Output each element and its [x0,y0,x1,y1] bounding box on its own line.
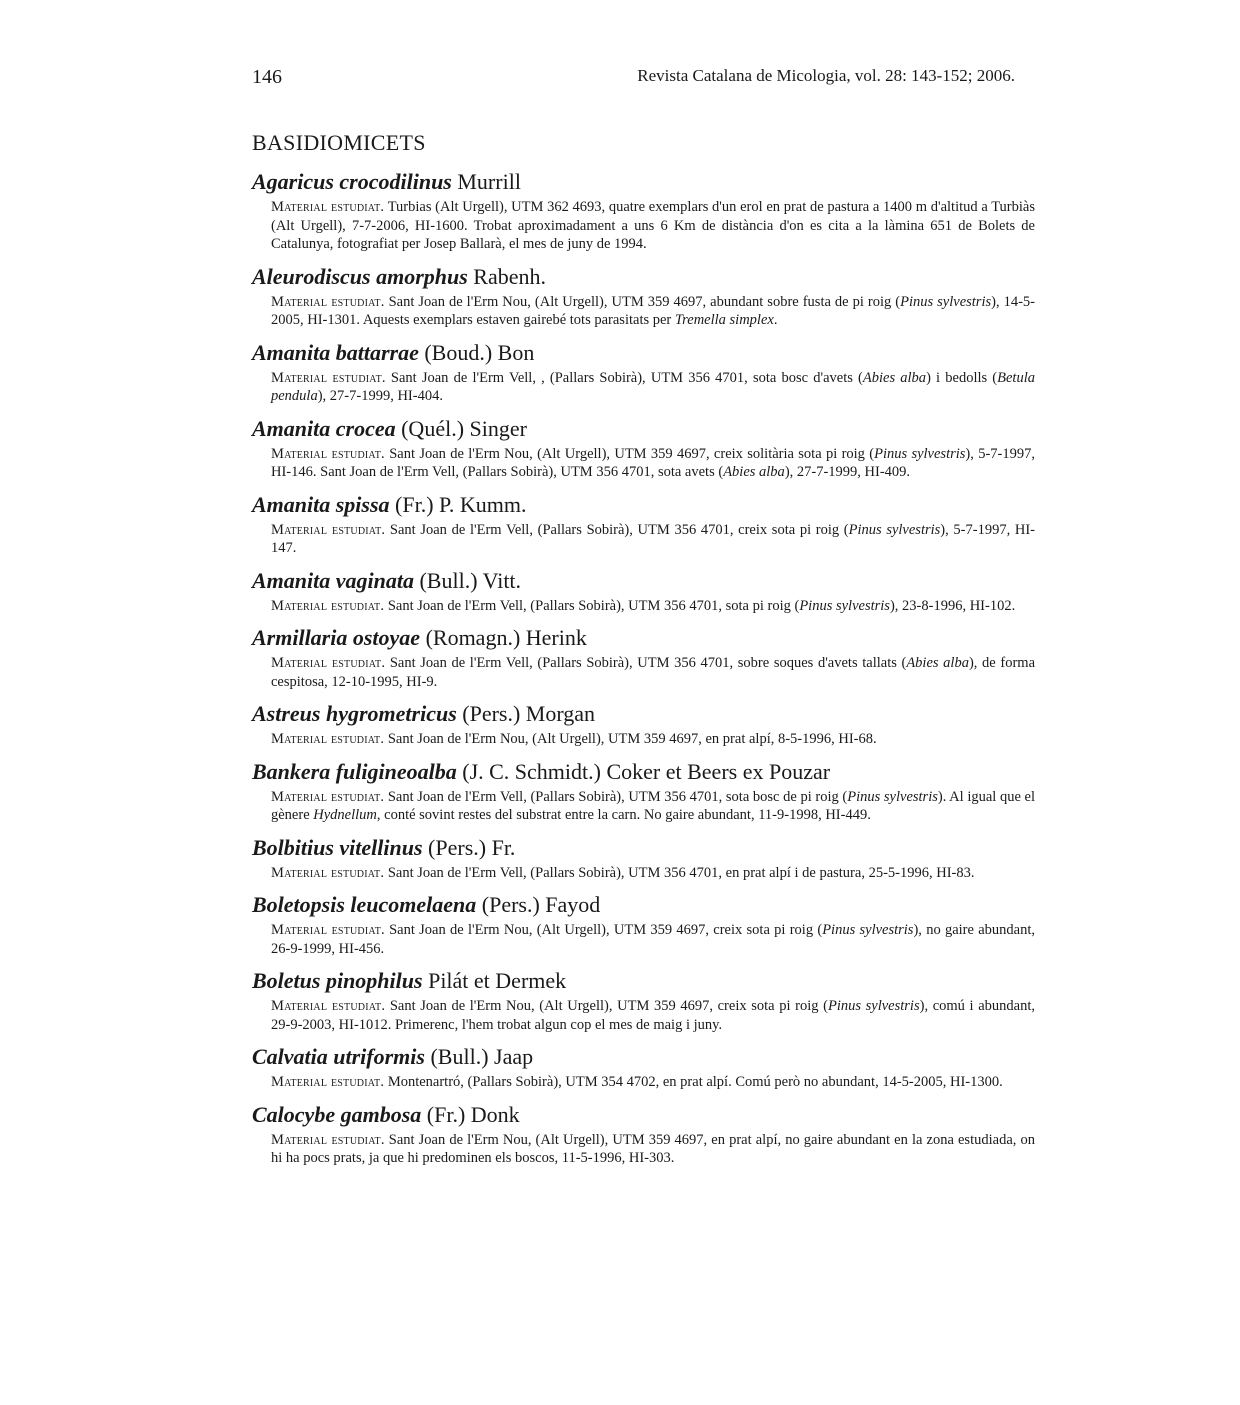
species-entry [252,624,1035,691]
material-label: Material estudiat. [271,1074,385,1090]
description-text: ), de forma cespitosa, 12-10-1995, HI-9. [271,655,1036,690]
description-text: Sant Joan de l'Erm Vell, , (Pallars Sobirà), UTM 356 4701, sota bosc d'avets ( [390,369,863,386]
species-title [252,168,1035,195]
material-label: Material estudiat. [271,521,386,538]
taxon-name: Pinus sylvestris [874,445,966,462]
taxon-name: Pinus sylvestris [827,998,920,1014]
material-label: Material estudiat. [271,788,385,805]
description-text: ). Al igual que el gènere [271,788,1036,823]
species-title [252,834,1035,861]
description-text: ), 14-5-2005, HI-1301. Aquests exemplars estaven gairebé tots parasitats per [271,293,1035,328]
description-text: Sant Joan de l'Erm Nou, (Alt Urgell), UTM 359 4697, creix solitària sota pi roig ( [389,445,875,462]
description-text: Sant Joan de l'Erm Nou, (Alt Urgell), UTM 359 4697, en prat alpí, 8-5-1996, HI-68. [387,731,877,747]
material-label: Material estudiat. [271,731,385,747]
species-name: Agaricus crocodilinus [252,169,452,194]
species-description [271,788,1035,825]
species-name: Boletus pinophilus [252,968,423,993]
description-text: Sant Joan de l'Erm Nou, (Alt Urgell), UTM 359 4697, creix sota pi roig ( [389,998,828,1014]
species-name: Amanita battarrae [252,339,419,365]
material-label: Material estudiat. [271,199,385,215]
species-entry [252,1101,1035,1168]
page-number: 146 [252,66,282,88]
material-label: Material estudiat. [271,445,385,462]
taxon-name: Pinus sylvestris [847,788,938,805]
section-heading: BASIDIOMICETS [252,130,426,155]
species-description [271,1073,1035,1092]
species-name: Bankera fuligineoalba [252,758,457,784]
species-description [271,997,1035,1034]
species-description [271,198,1035,254]
species-author: (Fr.) Donk [426,1101,520,1127]
material-label: Material estudiat. [271,998,386,1014]
species-author: (Quél.) Singer [401,415,527,441]
species-title [252,624,1035,651]
species-author: Murrill [457,169,521,194]
species-author: (Bull.) Jaap [430,1044,534,1069]
description-text: . [773,312,778,328]
species-title [252,700,1035,727]
species-name: Armillaria ostoyae [252,625,421,650]
description-text: Sant Joan de l'Erm Vell, (Pallars Sobirà), UTM 356 4701, sota pi roig ( [387,597,800,614]
material-label: Material estudiat. [271,864,385,881]
material-label: Material estudiat. [271,597,385,614]
description-text: ), 27-7-1999, HI-409. [784,464,911,480]
species-author: Pilát et Dermek [428,968,567,993]
species-author: (Bull.) Vitt. [419,567,522,593]
species-description [271,521,1035,558]
material-label: Material estudiat. [271,655,386,671]
species-entry [252,891,1035,958]
species-name: Boletopsis leucomelaena [252,892,477,917]
species-title [252,491,1035,518]
species-entry [252,415,1035,482]
species-description [271,654,1035,691]
taxon-name: Pinus sylvestris [822,922,914,938]
species-description [271,369,1035,406]
species-description [271,597,1035,616]
species-author: (Fr.) P. Kumm. [395,491,527,517]
species-author: (J. C. Schmidt.) Coker et Beers ex Pouzar [462,758,831,784]
description-text: Montenartró, (Pallars Sobirà), UTM 354 4702, en prat alpí. Comú però no abundant, 14-5-2005, HI-1300. [387,1074,1003,1090]
species-description [271,730,1035,749]
description-text: ), 5-7-1997, HI-147. [271,521,1035,556]
material-label: Material estudiat. [271,369,386,386]
species-name: Aleurodiscus amorphus [252,263,468,289]
description-text: ), no gaire abundant, 26-9-1999, HI-456. [271,922,1035,957]
description-text: Sant Joan de l'Erm Nou, (Alt Urgell), UTM 359 4697, en prat alpí, no gaire abundant en la zona estudiada, on hi ha pocs prats, ja que hi predominen els boscos, 11-5-1996, HI-303. [271,1131,1035,1166]
species-entry [252,339,1035,406]
description-text: ), 23-8-1996, HI-102. [889,597,1016,614]
species-list [252,168,1035,1177]
species-name: Astreus hygrometricus [252,701,457,726]
taxon-name: Abies alba [862,369,927,386]
species-author: Rabenh. [473,263,546,289]
taxon-name: Pinus sylvestris [900,293,992,310]
species-author: (Romagn.) Herink [425,625,587,650]
description-text: Sant Joan de l'Erm Nou, (Alt Urgell), UTM 359 4697, abundant sobre fusta de pi roig ( [388,293,901,310]
description-text: ), 27-7-1999, HI-404. [317,388,443,404]
description-text: Sant Joan de l'Erm Vell, (Pallars Sobirà), UTM 356 4701, sobre soques d'avets tallats ( [389,655,907,671]
species-author: (Pers.) Fayod [481,892,601,917]
description-text: Sant Joan de l'Erm Vell, (Pallars Sobirà), UTM 356 4701, creix sota pi roig ( [389,521,849,538]
species-title [252,263,1035,290]
species-entry [252,834,1035,883]
species-description [271,293,1035,330]
taxon-name: Betula pendula [271,369,1035,404]
species-name: Amanita spissa [252,491,390,517]
species-title [252,415,1035,442]
material-label: Material estudiat. [271,1131,385,1148]
species-name: Amanita vaginata [252,567,414,593]
species-title [252,758,1035,785]
running-head: Revista Catalana de Micologia, vol. 28: 143-152; 2006. [637,66,1015,85]
species-entry [252,700,1035,749]
species-entry [252,263,1035,330]
species-title [252,339,1035,366]
description-text: Sant Joan de l'Erm Vell, (Pallars Sobirà), UTM 356 4701, en prat alpí i de pastura, 25-5-1996, HI-83. [387,864,975,881]
species-name: Calocybe gambosa [252,1101,422,1127]
taxon-name: Pinus sylvestris [799,597,890,614]
taxon-name: Abies alba [723,464,785,480]
species-entry [252,967,1035,1034]
species-entry [252,168,1035,254]
species-description [271,921,1035,958]
species-author: (Pers.) Fr. [428,834,516,860]
description-text: Turbias (Alt Urgell), UTM 362 4693, quatre exemplars d'un erol en prat de pastura a 1400 m d'altitud a Turbiàs (Alt Urgell), 7-7-2006, HI-1600. Trobat aproximadament a uns 6 Km de distància d'on es cita a la làmina 651 de Bolets de Catalunya, fotografiat per Josep Ballarà, el mes de juny de 1994. [271,199,1035,252]
species-description [271,445,1035,482]
material-label: Material estudiat. [271,293,385,310]
species-title [252,967,1035,994]
taxon-name: Hydnellum [313,807,377,823]
taxon-name: Tremella simplex [674,312,774,328]
taxon-name: Pinus sylvestris [848,521,941,538]
taxon-name: Abies alba [906,655,969,671]
description-text: ), comú i abundant, 29-9-2003, HI-1012. Primerenc, l'hem trobat algun cop el mes de maig i juny. [271,998,1035,1033]
species-title [252,891,1035,918]
species-description [271,864,1035,883]
description-text: Sant Joan de l'Erm Vell, (Pallars Sobirà), UTM 356 4701, sota bosc de pi roig ( [387,788,848,805]
species-entry [252,567,1035,616]
species-name: Bolbitius vitellinus [252,834,423,860]
description-text: ) i bedolls ( [926,369,998,386]
species-entry [252,1043,1035,1092]
species-title [252,1101,1035,1128]
species-entry [252,758,1035,825]
description-text: Sant Joan de l'Erm Nou, (Alt Urgell), UTM 359 4697, creix sota pi roig ( [389,922,823,938]
species-author: (Boud.) Bon [424,339,535,365]
species-title [252,1043,1035,1070]
species-author: (Pers.) Morgan [462,701,596,726]
species-title [252,567,1035,594]
species-description [271,1131,1035,1168]
species-name: Amanita crocea [252,415,396,441]
description-text: , conté sovint restes del substrat entre la carn. No gaire abundant, 11-9-1998, HI-449. [376,807,871,823]
species-name: Calvatia utriformis [252,1044,425,1069]
material-label: Material estudiat. [271,922,385,938]
description-text: ), 5-7-1997, HI-146. Sant Joan de l'Erm Vell, (Pallars Sobirà), UTM 356 4701, sota avets ( [271,445,1035,480]
species-entry [252,491,1035,558]
